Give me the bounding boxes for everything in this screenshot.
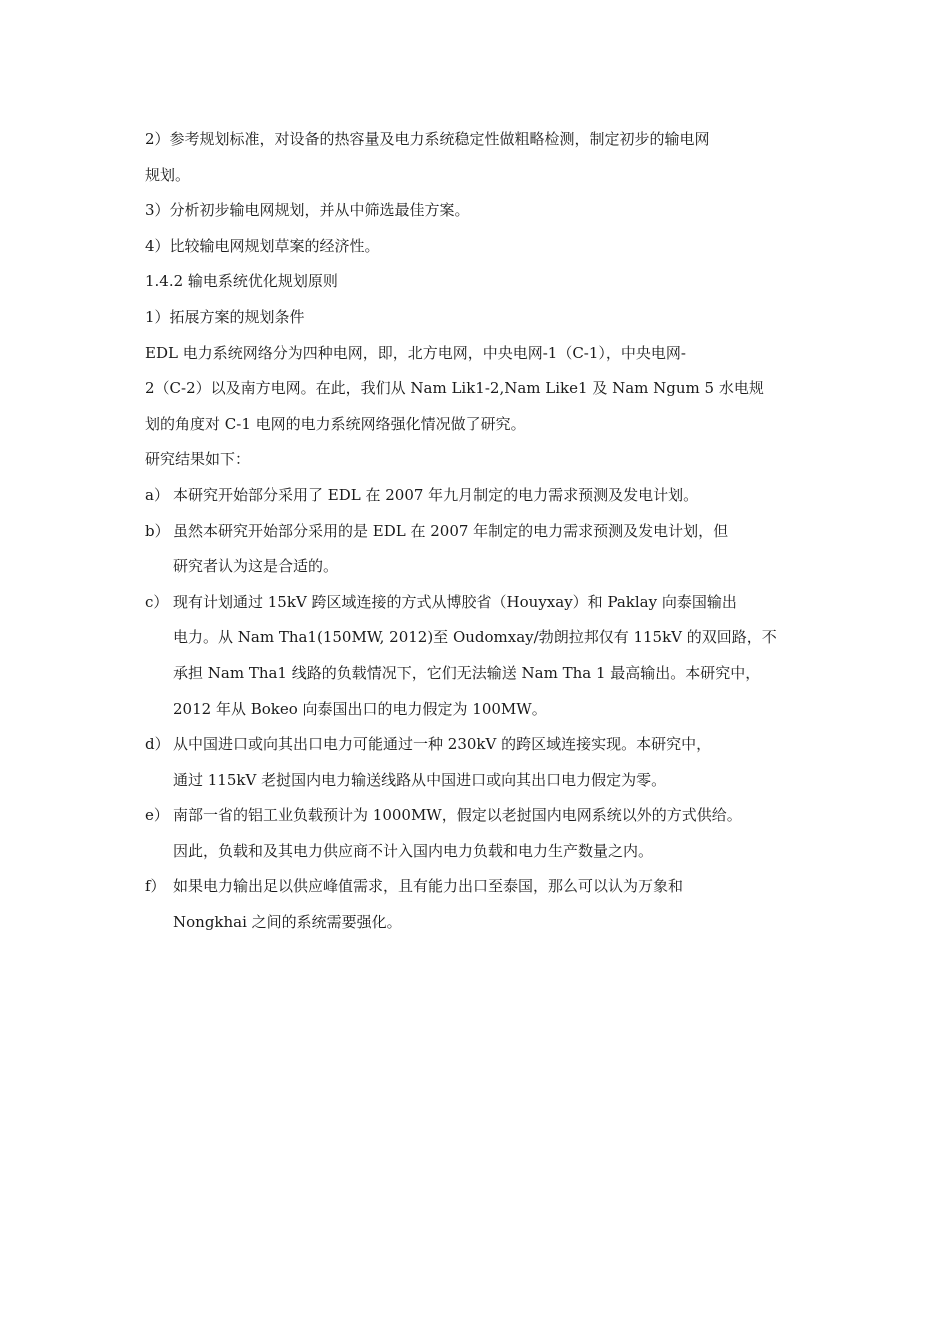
result-item [145,727,813,798]
result-line: 研究者认为这是合适的。 [173,557,339,576]
result-line: 2012 年从 Bokeo 向泰国出口的电力假定为 100MW。 [173,699,547,718]
paragraph-line: EDL 电力系统网络分为四种电网，即，北方电网，中央电网-1（C-1），中央电网- [145,343,686,362]
step-line: 规划。 [145,165,191,184]
paragraph-line: 2（C-2）以及南方电网。在此，我们从 Nam Lik1-2,Nam Like1 及 Nam Ngum 5 水电规 [145,379,764,398]
result-marker: a） [145,485,169,504]
result-line: 本研究开始部分采用了 EDL 在 2007 年九月制定的电力需求预测及发电计划。 [173,485,699,504]
result-marker: d） [145,735,170,754]
sub-heading: 1）拓展方案的规划条件 [145,307,305,326]
result-item [145,478,813,514]
result-line: 电力。从 Nam Tha1(150MW, 2012)至 Oudomxay/勃朗拉邦仅有 115kV 的双回路，不 [173,628,777,647]
results-label: 研究结果如下： [145,450,251,469]
result-item [145,869,813,940]
step-item [145,122,813,193]
section-heading: 1.4.2 输电系统优化规划原则 [145,272,338,291]
result-marker: b） [145,521,170,540]
result-line: 如果电力输出足以供应峰值需求，且有能力出口至泰国，那么可以认为万象和 [173,877,684,896]
step-item [145,193,813,229]
step-item [145,229,813,265]
result-item [145,798,813,869]
result-line: 虽然本研究开始部分采用的是 EDL 在 2007 年制定的电力需求预测及发电计划，但 [173,521,729,540]
result-line: 南部一省的铝工业负载预计为 1000MW，假定以老挝国内电网系统以外的方式供给。 [173,806,742,825]
result-line: 因此，负载和及其电力供应商不计入国内电力负载和电力生产数量之内。 [173,841,654,860]
result-item [145,514,813,585]
step-line: 3）分析初步输电网规划，并从中筛选最佳方案。 [145,201,470,220]
paragraph-line: 划的角度对 C-1 电网的电力系统网络强化情况做了研究。 [145,414,526,433]
result-marker: e） [145,806,169,825]
step-line: 2）参考规划标准，对设备的热容量及电力系统稳定性做粗略检测，制定初步的输电网 [145,130,710,148]
result-item [145,585,813,727]
result-line: 现有计划通过 15kV 跨区域连接的方式从博胶省（Houyxay）和 Paklay 向泰国输出 [173,592,737,611]
result-line: 从中国进口或向其出口电力可能通过一种 230kV 的跨区域连接实现。本研究中， [173,735,712,754]
result-line: 通过 115kV 老挝国内电力输送线路从中国进口或向其出口电力假定为零。 [173,770,667,789]
document-page [145,122,813,941]
intro-paragraph [145,336,813,443]
result-marker: f） [145,877,166,896]
result-marker: c） [145,592,169,611]
result-line: 承担 Nam Tha1 线路的负载情况下，它们无法输送 Nam Tha 1 最高输出。本研究中， [173,663,761,682]
step-line: 4）比较输电网规划草案的经济性。 [145,236,380,255]
result-line: Nongkhai 之间的系统需要强化。 [173,913,402,932]
